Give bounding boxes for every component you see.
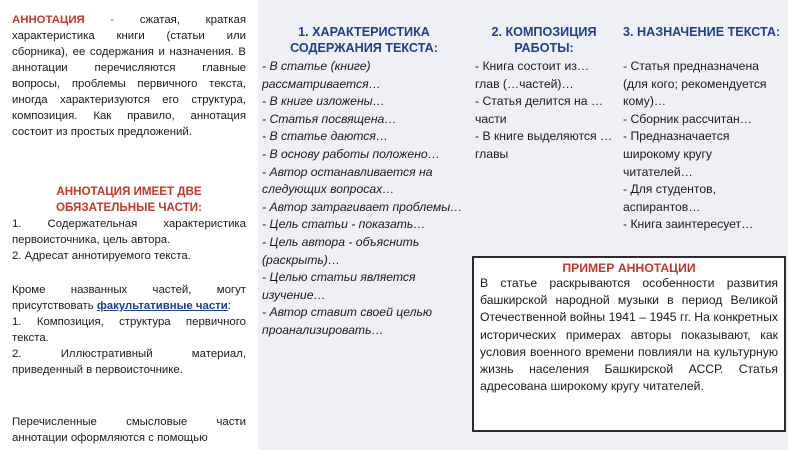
list-item: - Сборник рассчитан… bbox=[623, 111, 752, 126]
list-item: - Автор затрагивает проблемы… bbox=[262, 199, 463, 214]
list-item: - В книге изложены… bbox=[262, 94, 385, 109]
purpose-heading: 3. НАЗНАЧЕНИЕ ТЕКСТА: bbox=[623, 25, 781, 39]
list-item: - В статье (книге) рассматривается… bbox=[262, 59, 381, 91]
optional-colon: : bbox=[227, 300, 231, 312]
list-item: - Для студентов, аспирантов… bbox=[623, 182, 717, 214]
definition-text: сжатая, краткая характеристика книги (статьи или сборника), ее содержания и назначения. В аннотации перечисляются главные вопросы, проблемы первичного текста, иногда характеризуются его структура, композиция. Как правило, аннотация состоит из простых предложений. bbox=[12, 14, 246, 138]
example-title: ПРИМЕР АННОТАЦИИ bbox=[562, 261, 696, 275]
list-item: - Предназначается широкому кругу читателей… bbox=[623, 129, 730, 179]
list-item: - Статья посвящена… bbox=[262, 111, 397, 126]
composition-heading: 2. КОМПОЗИЦИЯ РАБОТЫ: bbox=[491, 25, 597, 55]
annotation-term: АННОТАЦИЯ bbox=[12, 14, 85, 26]
optional-part-2: 2. Иллюстративный материал, приведенный в первоисточнике. bbox=[12, 348, 246, 376]
optional-parts-intro bbox=[12, 282, 246, 314]
optional-part-1: 1. Композиция, структура первичного текста. bbox=[12, 316, 246, 344]
content-characteristics-column bbox=[258, 0, 470, 450]
list-item: - Книга заинтересует… bbox=[623, 217, 754, 232]
composition-phrases-list bbox=[475, 58, 615, 164]
definition-paragraph bbox=[12, 12, 246, 140]
list-item: - Книга состоит из… глав (…частей)… bbox=[475, 59, 590, 91]
list-item: - Статья делится на … части bbox=[475, 94, 604, 126]
annotation-example-box bbox=[472, 256, 786, 432]
mandatory-parts-heading: АННОТАЦИЯ ИМЕЕТ ДВЕ ОБЯЗАТЕЛЬНЫЕ ЧАСТИ: bbox=[55, 185, 202, 214]
list-item: - В основу работы положено… bbox=[262, 146, 440, 161]
mandatory-parts-block bbox=[12, 184, 246, 264]
list-item: - В книге выделяются … главы bbox=[475, 129, 613, 161]
list-item: - Автор ставит своей целью проанализировать… bbox=[262, 305, 433, 337]
definition-column bbox=[0, 0, 258, 450]
optional-intro-text: Кроме названных частей, могут присутствовать bbox=[12, 284, 246, 312]
content-characteristics-heading: 1. ХАРАКТЕРИСТИКА СОДЕРЖАНИЯ ТЕКСТА: bbox=[290, 25, 438, 55]
list-item: - Автор останавливается на следующих вопросах… bbox=[262, 164, 433, 197]
content-phrases-list bbox=[262, 58, 466, 340]
list-item: - Цель статьи - показать… bbox=[262, 217, 426, 232]
list-item: - Целью статьи является изучение… bbox=[262, 270, 416, 302]
optional-parts-term: факультативные части bbox=[96, 300, 228, 312]
purpose-phrases-list bbox=[623, 58, 783, 234]
list-item: - Статья предназначена (для кого; рекомендуется кому)… bbox=[623, 59, 767, 109]
list-item: - В статье даются… bbox=[262, 129, 389, 144]
mandatory-part-1: 1. Содержательная характеристика первоисточника, цель автора. bbox=[12, 218, 246, 246]
list-item: - Цель автора - объяснить (раскрыть)… bbox=[262, 234, 420, 267]
definition-dash: - bbox=[84, 14, 140, 26]
closing-block bbox=[12, 414, 246, 446]
optional-parts-block bbox=[12, 282, 246, 378]
mandatory-part-2: 2. Адресат аннотируемого текста. bbox=[12, 250, 191, 262]
definition-block bbox=[12, 12, 246, 140]
closing-text: Перечисленные смысловые части аннотации оформляются с помощью bbox=[12, 416, 246, 444]
example-text: В статье раскрываются особенности развития башкирской народной музыки в период Великой Отечественной войны 1941 – 1945 гг. На конкретных исторических примерах авторы показывают, как условия военного времени повлияли на культурную жизнь населения Башкирской АССР. Статья адресована широкому кругу читателей. bbox=[480, 276, 778, 394]
